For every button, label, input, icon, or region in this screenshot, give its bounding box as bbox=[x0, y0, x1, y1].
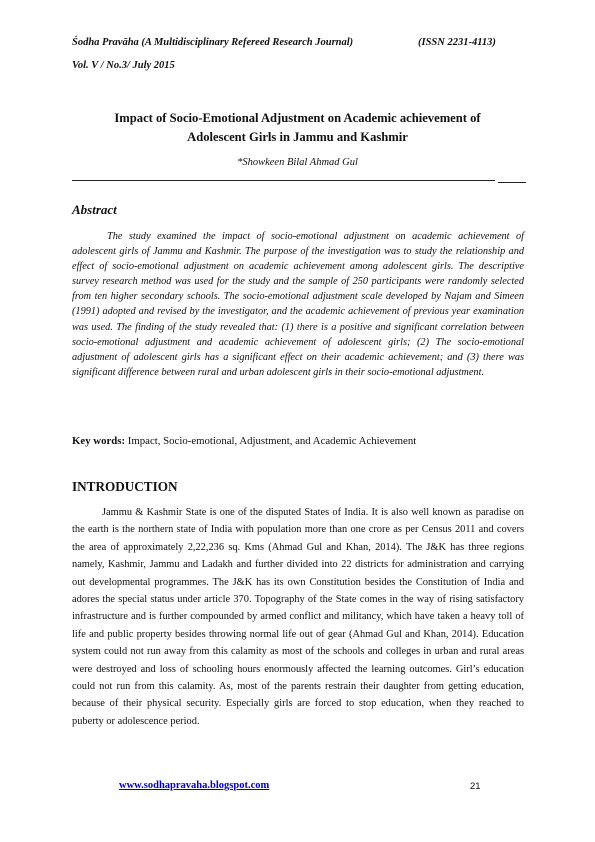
issn: (ISSN 2231-4113) bbox=[418, 37, 496, 48]
introduction-heading: INTRODUCTION bbox=[72, 479, 178, 494]
paper-title-line-1: Impact of Socio-Emotional Adjustment on Academic achievement of bbox=[114, 111, 481, 125]
paper-title bbox=[60, 109, 535, 147]
title-divider-tail bbox=[498, 182, 526, 183]
journal-name: Śodha Pravāha (A Multidisciplinary Refereed Research Journal) bbox=[72, 37, 354, 48]
author-name: *Showkeen Bilal Ahmad Gul bbox=[237, 157, 358, 168]
paper-title-line-2: Adolescent Girls in Jammu and Kashmir bbox=[187, 130, 408, 144]
abstract-heading: Abstract bbox=[72, 202, 117, 217]
volume-info: Vol. V / No.3/ July 2015 bbox=[72, 60, 175, 71]
journal-website-link[interactable]: www.sodhapravaha.blogspot.com bbox=[119, 780, 270, 791]
keywords-list: Impact, Socio-emotional, Adjustment, and Academic Achievement bbox=[125, 435, 417, 447]
title-divider bbox=[72, 180, 495, 181]
keywords bbox=[72, 435, 416, 447]
abstract-text: The study examined the impact of socio-emotional adjustment on academic achievement of adolescent girls of Jammu and Kashmir. The purpose of the investigation was to study the relationship and effect of socio-emotional adjustment on academic achievement among adolescent girls. The descriptive survey research method was used for the study and the sample of 250 participants were randomly selected from ten higher secondary schools. The socio-emotional adjustment scale developed by Najam and Simeen (1991) adopted and revised by the investigator, and the academic achievement of previous year examination was used. The finding of the study revealed that: (1) there is a positive and significant correlation between socio-emotional adjustment and academic achievement of adolescent girls; (2) The socio-emotional adjustment of adolescent girls has a significant effect on their academic achievement; and (3) there was significant difference between rural and urban adolescent girls in their socio-emotional adjustment. bbox=[72, 231, 524, 378]
page-number: 21 bbox=[470, 781, 481, 792]
keywords-label: Key words: bbox=[72, 435, 126, 447]
introduction-text: Jammu & Kashmir State is one of the disputed States of India. It is also well known as paradise on the earth is the northern state of India with population more than one crore as per Census 2011 and covers the area of approximately 2,22,236 sq. Kms (Ahmad Gul and Khan, 2014). The J&K has three regions namely, Kashmir, Jammu and Ladakh and further divided into 22 districts for administration and carrying out developmental programmes. The J&K has its own Constitution besides the Constitution of India and adores the special status under article 370. Topography of the State comes in the way of rising satisfactory infrastructure and is further compounded by armed conflict and militancy, which have taken a heavy toll of life and public property besides throwing normal life out of gear (Ahmad Gul and Khan, 2014). Education system could not run away from this calamity as most of the schools and colleges in urban and rural areas were destroyed and loss of schooling hours enormously affected the learning outcomes. Girl’s education could not run from this calamity. As, most of the parents restrain their daughter from getting education, because of their physical security. Especially girls are forced to stop education, when they reached to puberty or adolescence period. bbox=[72, 507, 524, 727]
